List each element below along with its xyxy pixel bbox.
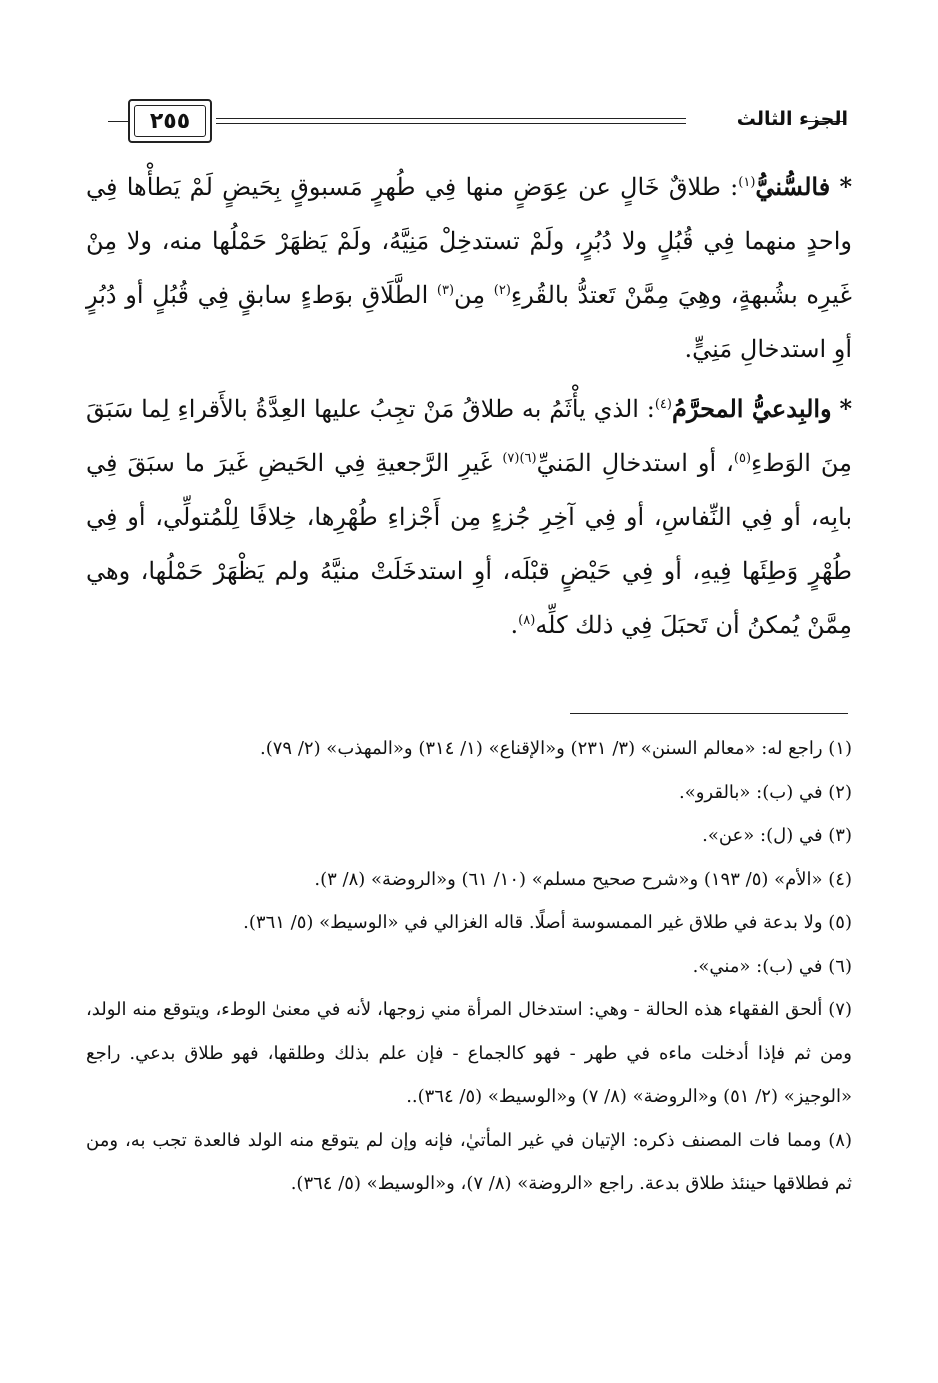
page-number-frame bbox=[128, 99, 212, 143]
paragraph-text: غَيرِ الرَّجعيةِ فِي الحَيضِ غَيرَ ما سبَقَ فِي بابِه، أو فِي النِّفاسِ، أو فِي آخِرِ جُزءٍ مِن أَجْزاءِ طُهْرِها، خِلافًا لِلْمُتولِّي، أو فِي طُهْرٍ وَطِئَها فِيهِ، أو فِي حَيْضٍ قبْلَه، أوِ استدخَلَتْ منيَّهُ ولم يَظْهَرْ حَمْلُها، وهي مِمَّنْ يُمكنُ أن تَحبَلَ فِي ذلك كلِّه bbox=[86, 449, 852, 639]
paragraph-sunni bbox=[86, 160, 852, 376]
footnote-ref-1: (١) bbox=[738, 175, 756, 190]
term-bidi: والبِدعيُّ المحرَّمُ bbox=[671, 394, 832, 423]
term-sunni: فالسُّنيُّ bbox=[755, 172, 831, 201]
paragraph-text: الطَّلَاقِ بوَطءٍ سابقٍ فِي قُبُلٍ أو دُبُرٍ أوِ استدخالِ مَنِيٍّ. bbox=[86, 281, 852, 363]
footnote-2: (٢) في (ب): «بالقرو». bbox=[678, 781, 852, 803]
paragraph-bidi bbox=[86, 382, 852, 652]
paragraph-text: . bbox=[510, 611, 519, 639]
header-rule-middle-top bbox=[216, 118, 686, 119]
footnote-ref-6-7: (٦)(٧) bbox=[502, 451, 537, 466]
footnote-ref-8: (٨) bbox=[518, 613, 536, 628]
footnote-4: (٤) «الأم» (٥/ ١٩٣) و«شرح صحيح مسلم» (١٠/ ٦١) و«الروضة» (٨/ ٣). bbox=[314, 868, 852, 890]
running-title: الجزء الثالث bbox=[736, 108, 848, 130]
footnote-ref-4: (٤) bbox=[654, 397, 672, 412]
footnote-3: (٣) في (ل): «عن». bbox=[702, 825, 852, 846]
footnote-ref-5: (٥) bbox=[733, 451, 752, 466]
footnotes bbox=[86, 727, 852, 1206]
paragraph-text: : الذي يأْثَمُ به طلاقُ مَنْ تجِبُ عليها العِدَّةُ بالأَقراءِ لِما سَبَقَ مِنَ الوَطءِ bbox=[86, 395, 853, 477]
footnote-ref-2: (٢) bbox=[493, 283, 511, 298]
footnote-7: (٧) ألحق الفقهاء هذه الحالة - وهي: استدخال المرأة مني زوجها، لأنه في معنىٰ الوطء، ويتوقع منه الولد، ومن ثم فإذا أدخلت ماءه في طهر - فهو كالجماع - فإن علم بذلك وطلقها، فهو طلاق بدعي. راجع «الوجيز» (٢/ ٥١) و«الروضة» (٨/ ٧) و«الوسيط» (٥/ ٣٦٤).. bbox=[86, 999, 852, 1107]
bullet-marker: * bbox=[839, 172, 852, 201]
main-text bbox=[86, 160, 852, 652]
footnote-6: (٦) في (ب): «مني». bbox=[692, 955, 852, 977]
header-rule-middle-bottom bbox=[216, 123, 686, 124]
footnote-8: (٨) ومما فات المصنف ذكره: الإتيان في غير المأتيٰ، فإنه وإن لم يتوقع منه الولد فالعدة تجب به، ومن ثم فطلاقها حينئذ طلاق بدعة. راجع «الروضة» (٨/ ٧)، و«الوسيط» (٥/ ٣٦٤). bbox=[86, 1129, 852, 1194]
paragraph-text: ، أو استدخالِ المَنيِّ bbox=[536, 449, 734, 477]
footnote-ref-3: (٣) bbox=[436, 283, 455, 298]
footnote-5: (٥) ولا بدعة في طلاق غير الممسوسة أصلًا. قاله الغزالي في «الوسيط» (٥/ ٣٦١). bbox=[243, 912, 852, 933]
footnote-separator bbox=[570, 713, 848, 714]
paragraph-text: : طلاقٌ خَالٍ عن عِوَضٍ منها فِي طُهرٍ مَسبوقٍ بِحَيضٍ لَمْ يَطأْها فِي واحدٍ منهما فِي قُبُلٍ ولا دُبُرٍ، ولَمْ تستدخِلْ مَنِيَّهُ، ولَمْ يَظهَرْ حَمْلُها منه، ولا مِنْ غَيرِه بشُبهةٍ، وهِيَ مِمَّنْ تَعتدُّ بالقُرءِ bbox=[86, 173, 852, 309]
bullet-marker: * bbox=[839, 394, 852, 423]
footnote-1: (١) راجع له: «معالم السنن» (٣/ ٢٣١) و«الإقناع» (١/ ٣١٤) و«المهذب» (٢/ ٧٩). bbox=[260, 738, 852, 759]
page-number: ٢٥٥ bbox=[134, 105, 206, 137]
header-rule-left bbox=[108, 121, 128, 122]
paragraph-text: مِن bbox=[454, 281, 494, 309]
